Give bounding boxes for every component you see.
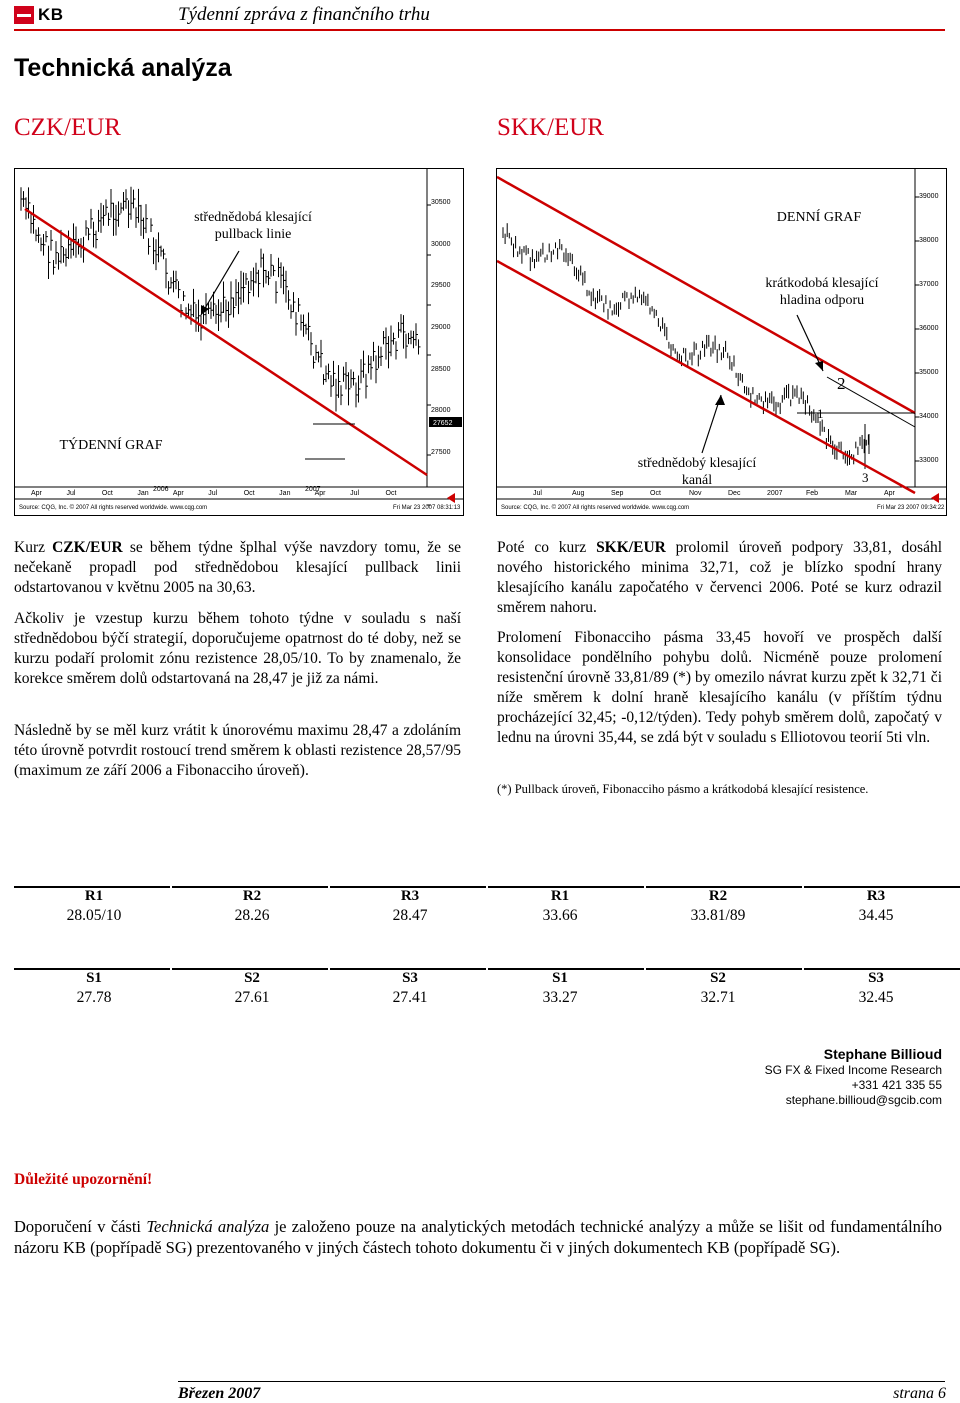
left-support-header: S3 [402, 970, 418, 986]
right-support-header: S2 [710, 970, 726, 986]
x-tick-label-6: Oct [243, 490, 255, 497]
pair-title-czk: CZK/EUR [14, 114, 121, 141]
nav-arrow-icon [447, 493, 455, 503]
annotation-pullback-line1: střednědobá klesající [194, 210, 312, 225]
y-tick-label-6: 27500 [431, 449, 451, 456]
kb-logo-mark [14, 6, 34, 24]
left-resistance-value: 28.26 [234, 907, 270, 924]
annotation-short-line1: krátkodobá klesající [765, 276, 879, 291]
left-resistance-value: 28.05/10 [66, 907, 122, 924]
analyst-phone: +331 421 335 55 [851, 1078, 942, 1092]
y-tick-label-2: 29500 [431, 282, 451, 290]
x-tick-label-3: Jan [137, 490, 149, 497]
right-support-value: 32.71 [700, 989, 736, 1006]
annotation-pullback-line2: pullback linie [214, 227, 292, 242]
left-support-value: 27.61 [234, 989, 270, 1006]
y-tick-label-2: 37000 [919, 281, 939, 288]
annotation-channel-line2: kanál [681, 473, 713, 488]
czk-paragraph-3: Následně by se měl kurz vrátit k únorovému maximu 28,47 a zdoláním této úrovně potvrdit rostoucí trend směrem k oblasti rezistence 28,57/95 (maximum ze září 2006 a Fibonacciho úroveň). [14, 722, 461, 779]
left-resistance-value: 28.47 [392, 907, 428, 924]
y-tick-label-5: 34000 [919, 413, 939, 420]
footer-date: Březen 2007 [178, 1385, 261, 1402]
y-tick-label-1: 38000 [919, 237, 939, 244]
footer-page-number: strana 6 [893, 1385, 946, 1402]
left-support-value: 27.78 [76, 989, 112, 1006]
left-support-header: S1 [86, 970, 102, 986]
x-tick-label-7: Jan [279, 490, 291, 497]
skk-p1-post: prolomil úroveň podpory 33,81, dosáhl nového historického minima 32,71, což je blízko spodní hrany klesajícího kanálu započatého v červenci 2006. Poté se kurz odrazil směrem nahoru. [497, 539, 943, 616]
y-tick-label-3: 29000 [431, 324, 451, 331]
annotation-pullback [183, 209, 323, 243]
y-tick-label-5: 28000 [431, 407, 451, 415]
annotation-short-line2: hladina odporu [779, 293, 865, 308]
right-support-header: S1 [552, 970, 568, 986]
x-tick-label-8: Apr [314, 490, 326, 497]
skk-p1-pre: Poté co kurz [497, 539, 597, 556]
czk-weekly-chart [14, 168, 464, 516]
x-tick-label-5: Dec [728, 490, 741, 497]
disclaimer [14, 1216, 942, 1258]
header-rule [14, 29, 945, 31]
disclaimer-italic: Technická analýza [146, 1217, 270, 1236]
x-tick-label-0: Jul [533, 490, 542, 497]
left-resistance-header: R1 [84, 888, 104, 904]
wave-label-2: 2 [837, 374, 846, 393]
right-resistance-header: R2 [708, 888, 728, 904]
czk-p1-post: se během týdne šplhal výše navzdory tomu, že se nečekaně propadl pod střednědobou klesající pullback linii odstartovanou v květnu 2005 na 30,63. [14, 539, 461, 596]
disclaimer-pre: Doporučení v části [14, 1217, 147, 1236]
czk-paragraph-2: Ačkoliv je vzestup kurzu během tohoto týdne v souladu s naší střednědobou býčí strategií, doporučujeme opatrnost do té doby, než se kurzu podaří prolomit zónu rezistence 28,05/10. To by znamenalo, že korekce směrem dolů odstartovaná na 28,47 je již za námi. [14, 610, 461, 687]
right-support-value: 33.27 [542, 989, 578, 1006]
right-resistance-header: R1 [550, 888, 570, 904]
kb-logo-text: KB [38, 5, 64, 24]
czk-paragraph-1 [14, 538, 461, 598]
analyst-dept: SG FX & Fixed Income Research [764, 1063, 942, 1077]
chart-source-skk: Source: CQG, Inc. © 2007 All rights reserved worldwide. www.cqg.com [501, 505, 690, 511]
pair-title-skk: SKK/EUR [497, 114, 604, 141]
skk-p1-bold: SKK/EUR [596, 539, 666, 556]
analyst-email[interactable]: stephane.billioud@sgcib.com [785, 1093, 942, 1107]
left-support-value: 27.41 [392, 989, 428, 1006]
pullback-trendline [25, 209, 427, 475]
y-tick-label-6: 33000 [919, 457, 939, 464]
y-tick-label-0: 39000 [919, 193, 939, 200]
annotation-weekly: TÝDENNÍ GRAF [59, 438, 163, 453]
wave-label-1: 1 [817, 406, 824, 421]
x-tick-label-0: Apr [31, 490, 42, 497]
analyst-contact [765, 1046, 942, 1108]
x-tick-label-8: Mar [845, 490, 858, 497]
annotation-short-resistance [747, 275, 897, 309]
right-resistance-header: R3 [866, 888, 886, 904]
skk-footnote: (*) Pullback úroveň, Fibonacciho pásmo a krátkodobá klesající resistence. [497, 782, 869, 796]
chart-source: Source: CQG, Inc. © 2007 All rights reserved worldwide. www.cqg.com [19, 505, 208, 511]
annotation-channel-line1: střednědobý klesající [637, 456, 757, 471]
x-tick-label-1: Jul [66, 490, 76, 497]
nav-arrow-icon [931, 493, 939, 503]
right-resistance-value: 33.81/89 [690, 907, 746, 924]
arrow-head [201, 305, 209, 315]
y-tick-label-1: 30000 [431, 240, 451, 248]
disclaimer-post: je založeno pouze na analytických metodách technické analýzy a může se lišit od fundamentálního názoru KB (popřípadě SG) prezentovaného v jiných částech tohoto dokumentu či v jiných dokumentech KB (popřípadě SG). [14, 1217, 942, 1257]
arrow-head [815, 361, 823, 371]
year-label: 2006 [153, 486, 169, 493]
analyst-name: Stephane Billioud [823, 1046, 942, 1062]
y-tick-label-4: 28500 [431, 365, 451, 373]
skk-daily-chart [496, 168, 947, 516]
right-support-header: S3 [868, 970, 884, 986]
annotation-channel [622, 455, 772, 489]
x-tick-label-5: Jul [208, 490, 218, 497]
x-tick-label-4: Nov [689, 490, 702, 497]
left-resistance-header: R2 [242, 888, 262, 904]
price-label: 27652 [433, 420, 453, 427]
x-tick-label-10: Oct [385, 490, 397, 497]
kb-logo [14, 6, 68, 24]
x-tick-label-2: Sep [611, 490, 624, 497]
right-resistance-value: 33.66 [542, 907, 578, 924]
y-tick-label-3: 36000 [919, 325, 939, 332]
right-resistance-value: 34.45 [858, 907, 894, 924]
report-title: Týdenní zpráva z finančního trhu [178, 4, 430, 25]
wave-label-3: 3 [862, 470, 869, 485]
czk-p1-bold: CZK/EUR [52, 539, 123, 556]
warning-title: Důležité upozornění! [14, 1171, 153, 1188]
y-tick-label-4: 35000 [919, 369, 939, 376]
skk-paragraph-1 [497, 538, 942, 618]
footer-rule [178, 1381, 945, 1382]
x-tick-label-4: Apr [172, 490, 184, 497]
left-resistance-header: R3 [400, 888, 420, 904]
chart-timestamp-skk: Fri Mar 23 2007 09:34:22 [877, 505, 945, 511]
x-tick-label-2: Oct [101, 490, 113, 497]
right-support-value: 32.45 [858, 989, 894, 1006]
x-tick-label-7: Feb [806, 490, 819, 497]
x-tick-label-9: Apr [884, 490, 895, 497]
chart-timestamp: Fri Mar 23 2007 08:31:13 [393, 505, 461, 511]
left-support-header: S2 [244, 970, 260, 986]
x-tick-label-6: 2007 [767, 490, 783, 497]
x-tick-label-1: Aug [572, 490, 585, 497]
skk-paragraph-2: Prolomení Fibonacciho pásma 33,45 hovoří ve prospěch další konsolidace pondělního pohybu dolů. Nicméně pouze prolomení resistenční úrovně 33,81/89 (*) by omezilo návrat kurzu zpět k 32,71 či níže směrem k dolní hraně klesajícího kanálu (v příštím týdnu procházející 32,45; -0,12/týden). Tedy pohyb směrem dolů, započatý v lednu na úrovni 35,44, se zdá být v souladu s Elliotovou teorií 5ti vln. [497, 629, 942, 746]
x-tick-label-9: Jul [350, 490, 360, 497]
y-tick-label-0: 30500 [431, 199, 451, 206]
annotation-daily: DENNÍ GRAF [776, 210, 862, 225]
x-tick-label-3: Oct [650, 490, 661, 497]
section-title: Technická analýza [14, 54, 232, 82]
czk-p1-pre: Kurz [14, 539, 53, 556]
year-label: 2007 [305, 486, 321, 493]
